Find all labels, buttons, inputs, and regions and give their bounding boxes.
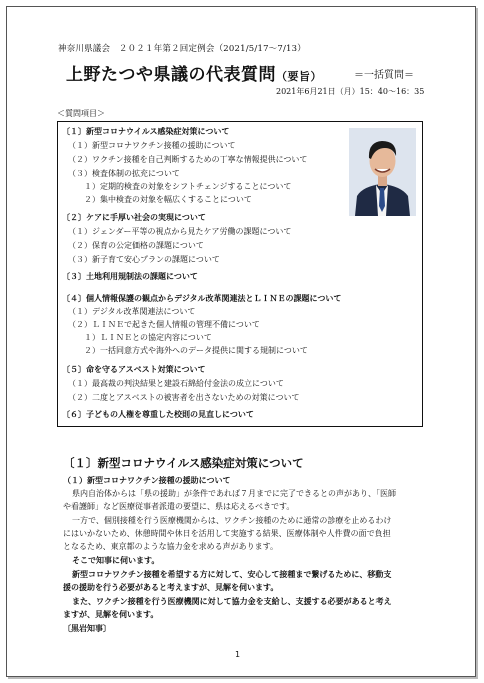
toc-item: （２）ワクチン接種を自己判断するための丁寧な情報提供について [68, 155, 308, 164]
title-sub: （要旨） [276, 70, 322, 83]
toc-item: （１）新型コロナワクチン接種の援助について [68, 141, 236, 150]
toc-item: １）定期的検査の対象をシフトチェンジすることについて [84, 182, 292, 191]
portrait-illustration [349, 128, 416, 216]
title-main: 上野たつや県議の代表質問 [66, 65, 276, 85]
toc-item: 〔３〕土地利用規制法の課題について [62, 272, 198, 281]
section-heading: 〔１〕新型コロナウイルス感染症対策について [63, 456, 304, 470]
body-line: となるため、東京都のような協力金を求める声があります。 [63, 542, 279, 551]
toc-item: （１）最高裁の判決結果と建設石綿給付金法の成立について [68, 379, 284, 388]
toc-item: ２）一括同意方式や海外へのデータ提供に関する規制について [84, 346, 308, 355]
session-date: 2021年6月21日（月）15：40～16：35 [276, 87, 425, 96]
question-method: ＝一括質問＝ [354, 70, 414, 81]
toc-item: （１）ジェンダー平等の視点から見たケア労働の課題について [68, 227, 292, 236]
page-title [66, 60, 322, 85]
toc-item: 〔１〕新型コロナウイルス感染症対策について [62, 127, 230, 136]
portrait-photo [349, 128, 416, 216]
toc-item: （２）保育の公定価格の課題について [68, 241, 204, 250]
toc-item: 〔６〕子どもの人権を尊重した校則の見直しについて [62, 410, 254, 419]
toc-item: （１）デジタル改革関連法について [68, 307, 196, 316]
body-line: 援の援助を行う必要があると考えますが、見解を伺います。 [63, 583, 279, 592]
toc-item: ２）集中検査の対象を幅広くすることについて [84, 195, 252, 204]
toc-item: 〔４〕個人情報保護の観点からデジタル改革関連法とＬＩＮＥの課題について [62, 294, 342, 303]
body-line: そこで知事に伺います。 [72, 556, 160, 565]
body-line: にはいかないため、休憩時間や休日を活用して実施する結果、医療体制や人件費の面で負担 [63, 529, 391, 538]
subsection-heading: （１）新型コロナワクチン接種の援助について [63, 476, 231, 485]
toc-item: 〔２〕ケアに手厚い社会の実現について [62, 213, 206, 222]
toc-item: （２）ＬＩＮＥで起きた個人情報の管理不備について [68, 320, 260, 329]
body-line: 県内自治体からは「県の援助」が条件であれば７月までに完了できるとの声があり、「医師 [72, 489, 396, 498]
toc-item: １）ＬＩＮＥとの協定内容について [84, 333, 212, 342]
body-line: ますが、見解を伺います。 [63, 610, 159, 619]
answerer-label: 〔黒岩知事〕 [63, 624, 111, 633]
toc-item: 〔５〕命を守るアスベスト対策について [62, 365, 206, 374]
body-line: 新型コロナワクチン接種を希望する方に対して、安心して接種まで繋げるために、移動支 [72, 570, 392, 579]
toc-item: （３）新子育て安心プランの課題について [68, 255, 220, 264]
body-line: 一方で、個別接種を行う医療機関からは、ワクチン接種のために通常の診療を止めるわけ [72, 516, 392, 525]
body-line: や看護師」など医療従事者派遣の要望に、県は応えるべきです。 [63, 502, 295, 511]
toc-item: （２）二度とアスベストの被害者を出さないための対策について [68, 393, 300, 402]
questions-label: ＜質問項目＞ [57, 109, 105, 118]
body-line: また、ワクチン接種を行う医療機関に対して協力金を支給し、支援する必要があると考え [72, 597, 392, 606]
page-number: 1 [235, 650, 241, 659]
session-info: 神奈川県議会 ２０２１年第２回定例会（2021/5/17～7/13） [58, 44, 306, 54]
toc-item: （３）検査体制の拡充について [68, 169, 180, 178]
